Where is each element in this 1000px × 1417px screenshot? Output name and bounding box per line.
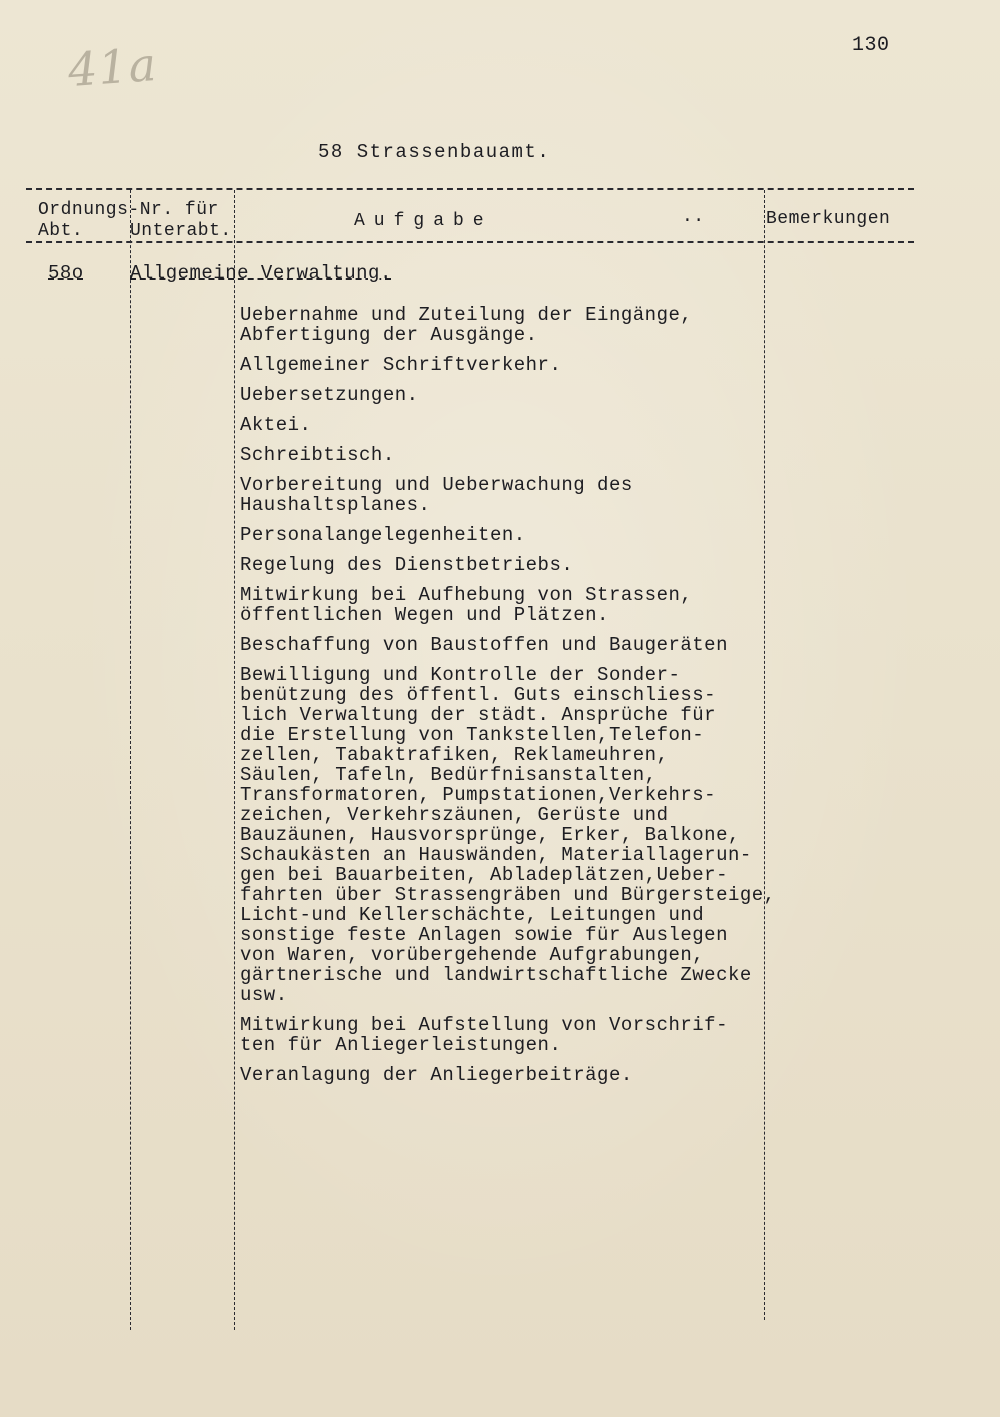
task-entry <box>240 415 800 435</box>
section-heading: Allgemeine Verwaltung. <box>130 262 392 284</box>
task-line: Vorbereitung und Ueberwachung des <box>240 474 633 496</box>
task-entry <box>240 525 800 545</box>
task-line: benützung des öffentl. Guts einschliess- <box>240 684 717 706</box>
task-line: Uebernahme und Zuteilung der Eingänge, <box>240 304 693 326</box>
task-line: gen bei Bauarbeiten, Abladeplätzen,Ueber- <box>240 864 728 886</box>
task-line: Bauzäunen, Hausvorsprünge, Erker, Balkone, <box>240 824 740 846</box>
task-entry <box>240 385 800 405</box>
task-line: Personalangelegenheiten. <box>240 524 526 546</box>
task-line: Mitwirkung bei Aufhebung von Strassen, <box>240 584 693 606</box>
task-line: Säulen, Tafeln, Bedürfnisanstalten, <box>240 764 657 786</box>
task-entry <box>240 305 800 345</box>
task-line: Regelung des Dienstbetriebs. <box>240 554 574 576</box>
task-line: zellen, Tabaktrafiken, Reklameuhren, <box>240 744 669 766</box>
task-line: Allgemeiner Schriftverkehr. <box>240 354 562 376</box>
task-line: gärtnerische und landwirtschaftliche Zwecke <box>240 964 752 986</box>
task-line: Abfertigung der Ausgänge. <box>240 324 538 346</box>
handwritten-note: 41a <box>66 36 159 98</box>
task-line: sonstige feste Anlagen sowie für Auslegen <box>240 924 728 946</box>
task-line: Beschaffung von Baustoffen und Baugeräten <box>240 634 728 656</box>
task-line: die Erstellung von Tankstellen,Telefon- <box>240 724 705 746</box>
task-line: Aktei. <box>240 414 312 436</box>
task-line: Bewilligung und Kontrolle der Sonder- <box>240 664 681 686</box>
task-entry <box>240 1065 800 1085</box>
task-line: Schaukästen an Hauswänden, Materiallagerun- <box>240 844 752 866</box>
task-line: fahrten über Strassengräben und Bürgersteige, <box>240 884 776 906</box>
header-ordnungs-nr: Ordnungs-Nr. für <box>38 200 219 220</box>
header-bemerkungen: Bemerkungen <box>766 209 891 229</box>
header-unterabt: Unterabt. <box>130 221 232 241</box>
task-line: Haushaltsplanes. <box>240 494 431 516</box>
task-line: von Waren, vorübergehende Aufgrabungen, <box>240 944 705 966</box>
task-line: zeichen, Verkehrszäunen, Gerüste und <box>240 804 669 826</box>
header-aufgabe-dots: ·· <box>682 211 705 231</box>
task-line: Veranlagung der Anliegerbeiträge. <box>240 1064 633 1086</box>
task-entry <box>240 475 800 515</box>
task-line: Mitwirkung bei Aufstellung von Vorschrif- <box>240 1014 728 1036</box>
page-number: 130 <box>852 34 890 57</box>
task-line: Schreibtisch. <box>240 444 395 466</box>
section-number: 58o <box>48 262 84 284</box>
task-entry <box>240 635 800 655</box>
task-line: öffentlichen Wegen und Plätzen. <box>240 604 609 626</box>
task-line: lich Verwaltung der städt. Ansprüche für <box>240 704 717 726</box>
page-title: 58 Strassenbauamt. <box>318 141 551 163</box>
header-abt: Abt. <box>38 221 84 241</box>
column-divider-abt <box>130 190 131 1330</box>
task-line: Licht-und Kellerschächte, Leitungen und <box>240 904 705 926</box>
task-line: Transformatoren, Pumpstationen,Verkehrs- <box>240 784 717 806</box>
task-line: ten für Anliegerleistungen. <box>240 1034 562 1056</box>
task-line: usw. <box>240 984 288 1006</box>
column-divider-unterabt <box>234 190 235 1330</box>
table-header-rule <box>26 241 914 243</box>
task-entry <box>240 665 800 1005</box>
task-list <box>240 305 800 1095</box>
table-top-rule <box>26 188 914 190</box>
task-entry <box>240 355 800 375</box>
task-line: Uebersetzungen. <box>240 384 419 406</box>
task-entry <box>240 445 800 465</box>
header-aufgabe: Aufgabe <box>354 211 493 231</box>
task-entry <box>240 585 800 625</box>
task-entry <box>240 555 800 575</box>
task-entry <box>240 1015 800 1055</box>
